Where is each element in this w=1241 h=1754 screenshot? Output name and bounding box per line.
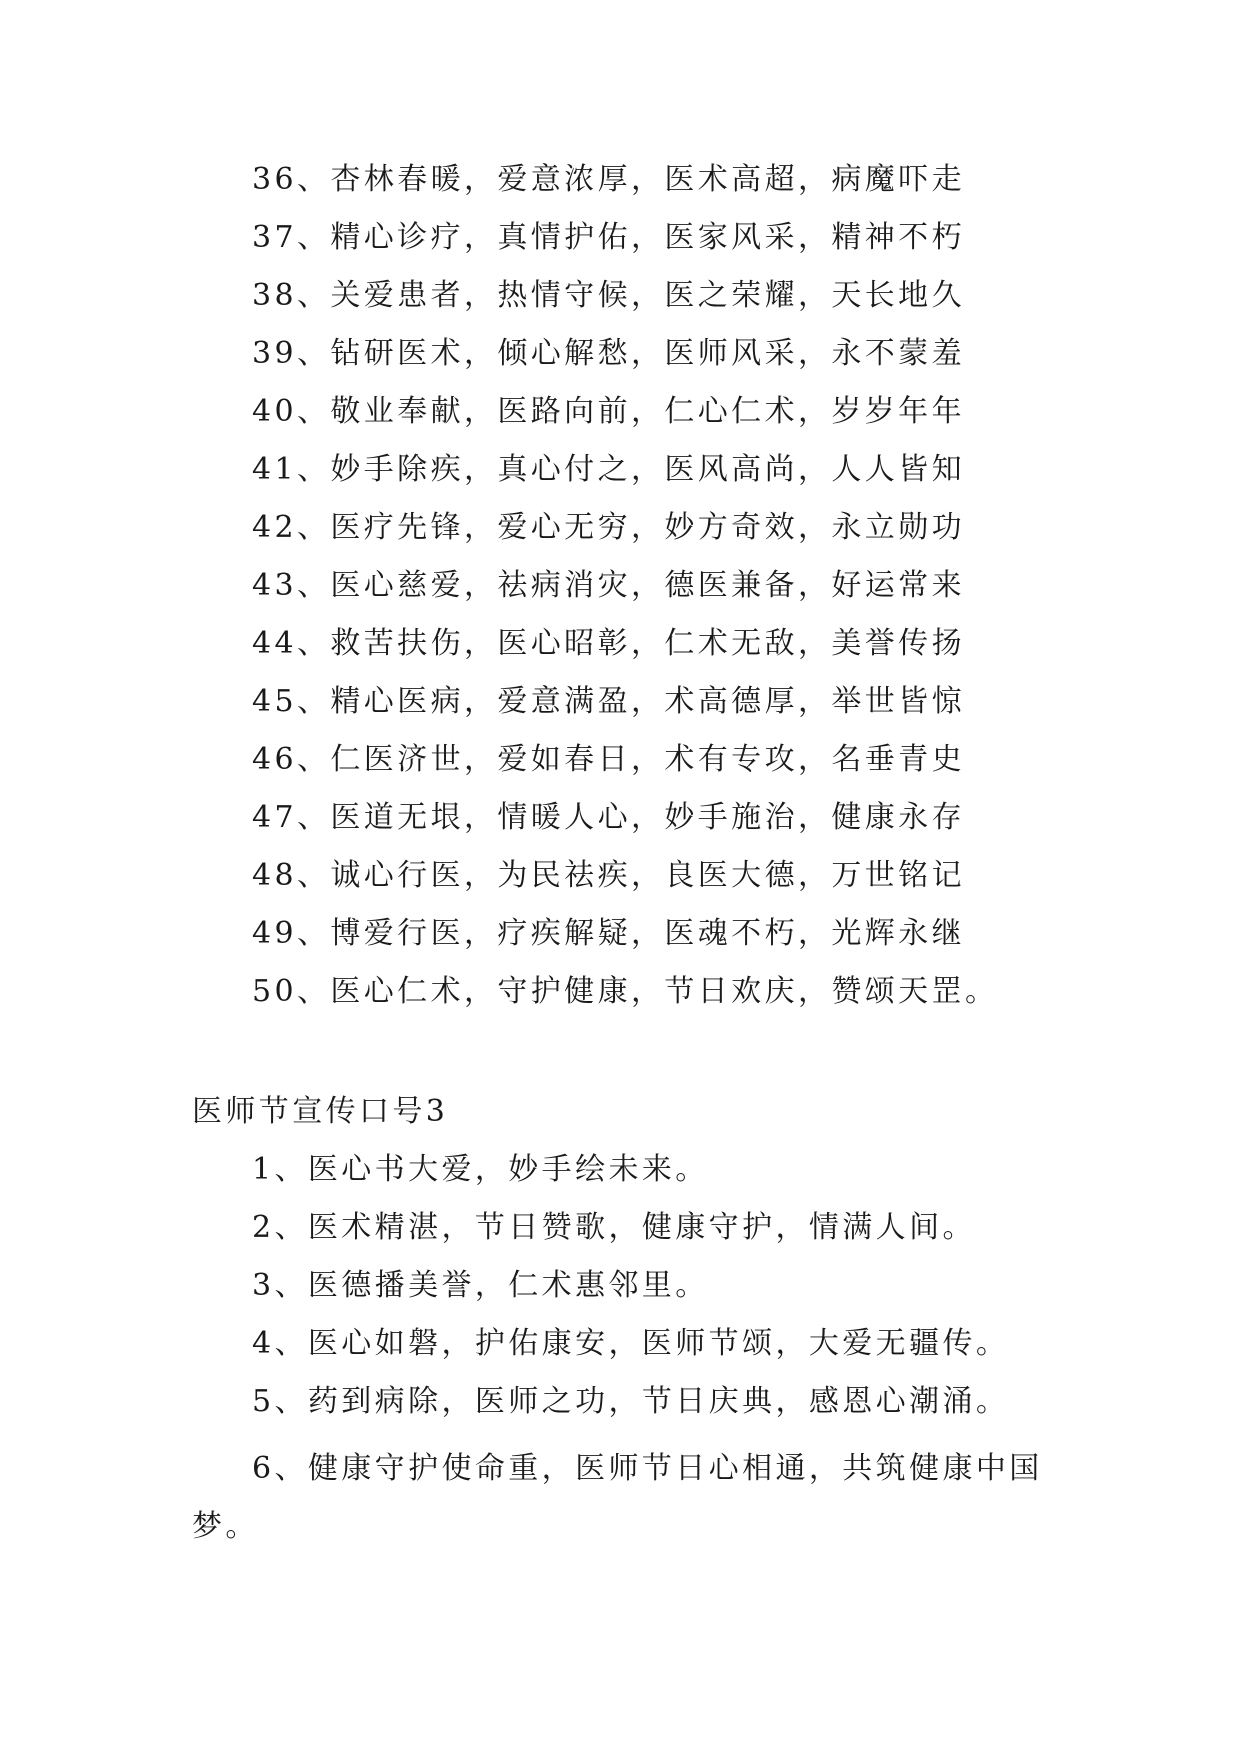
- slogan-item: 47、医道无垠，情暖人心，妙手施治，健康永存: [252, 800, 965, 835]
- slogan-item: 46、仁医济世，爱如春日，术有专攻，名垂青史: [252, 742, 965, 777]
- slogan-item: 42、医疗先锋，爱心无穷，妙方奇效，永立勋功: [252, 510, 965, 545]
- slogan-item: 41、妙手除疾，真心付之，医风高尚，人人皆知: [252, 452, 965, 487]
- slogan-item: 36、杏林春暖，爱意浓厚，医术高超，病魔吓走: [252, 162, 965, 197]
- section3-item: 5、药到病除，医师之功，节日庆典，感恩心潮涌。: [252, 1384, 1010, 1419]
- slogan-item: 38、关爱患者，热情守候，医之荣耀，天长地久: [252, 278, 965, 313]
- slogan-item: 44、救苦扶伤，医心昭彰，仁术无敌，美誉传扬: [252, 626, 965, 661]
- section3-item-wrapped: [192, 1440, 1072, 1556]
- section3-item: 3、医德播美誉，仁术惠邻里。: [252, 1268, 709, 1303]
- slogan-item: 50、医心仁术，守护健康，节日欢庆，赞颂天罡。: [252, 974, 999, 1009]
- section3-item-6-text: 6、健康守护使命重，医师节日心相通，共筑健康中国梦。: [192, 1451, 1043, 1544]
- section3-item: 1、医心书大爱，妙手绘未来。: [252, 1152, 709, 1187]
- slogan-item: 45、精心医病，爱意满盈，术高德厚，举世皆惊: [252, 684, 965, 719]
- slogan-item: 49、博爱行医，疗疾解疑，医魂不朽，光辉永继: [252, 916, 965, 951]
- slogan-item: 39、钻研医术，倾心解愁，医师风采，永不蒙羞: [252, 336, 965, 371]
- slogan-item: 48、诚心行医，为民祛疾，良医大德，万世铭记: [252, 858, 965, 893]
- slogan-item: 37、精心诊疗，真情护佑，医家风采，精神不朽: [252, 220, 965, 255]
- section3-item: 2、医术精湛，节日赞歌，健康守护，情满人间。: [252, 1210, 976, 1245]
- section3-item: 4、医心如磐，护佑康安，医师节颂，大爱无疆传。: [252, 1326, 1010, 1361]
- slogan-list-part2: [252, 160, 1052, 1030]
- section3-list: [252, 1150, 1072, 1440]
- slogan-item: 43、医心慈爱，祛病消灾，德医兼备，好运常来: [252, 568, 965, 603]
- slogan-item: 40、敬业奉献，医路向前，仁心仁术，岁岁年年: [252, 394, 965, 429]
- section-title: 医师节宣传口号3: [192, 1094, 449, 1129]
